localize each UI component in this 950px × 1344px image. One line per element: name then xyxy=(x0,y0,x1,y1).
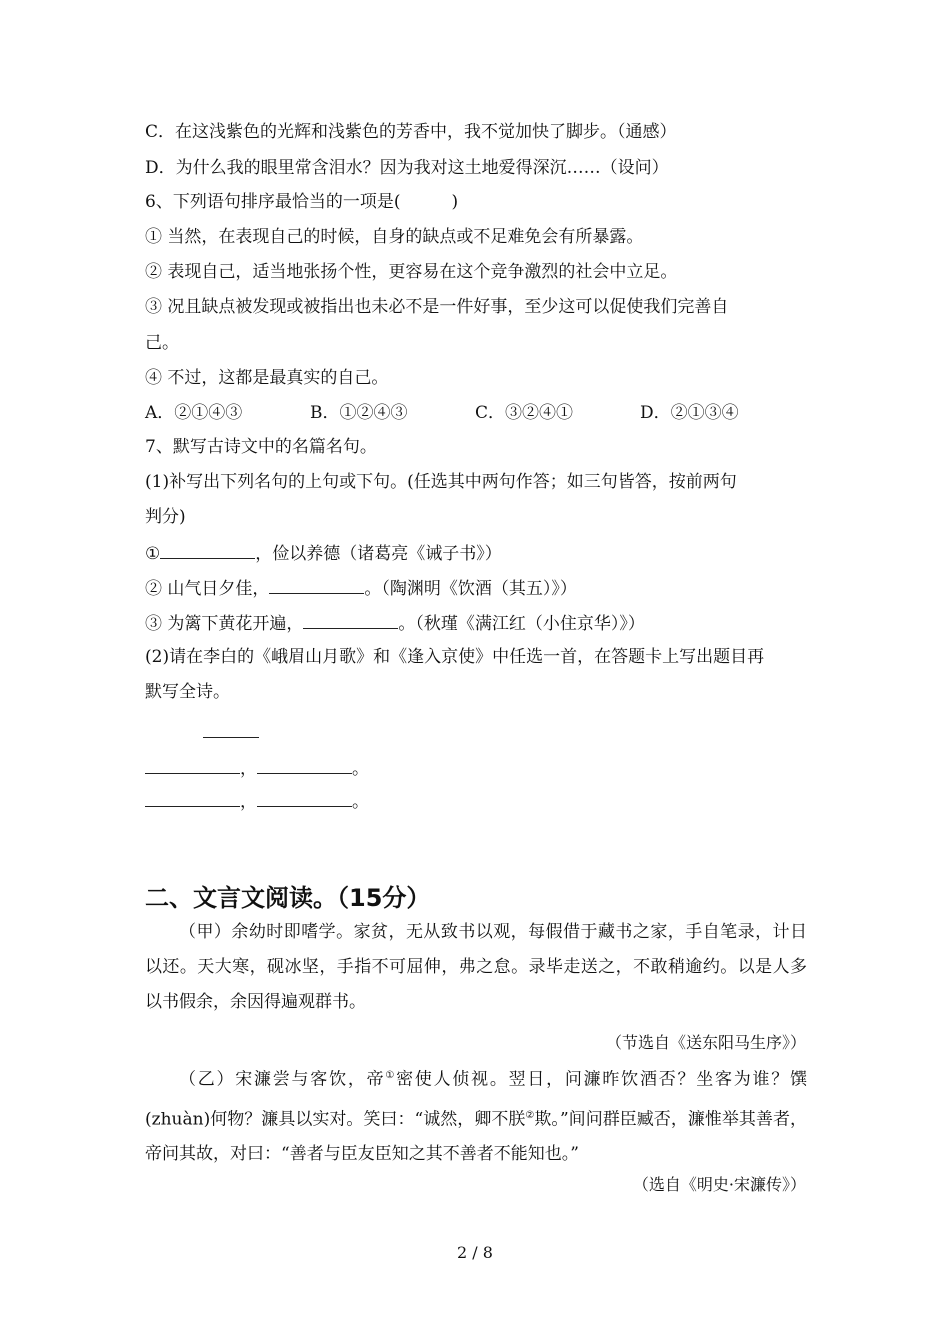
q6-sentence-3-cont: 己。 xyxy=(145,333,179,353)
q7-part1-cont: 判分) xyxy=(145,507,186,527)
q7-part2-cont: 默写全诗。 xyxy=(145,682,230,702)
answer-line-2 xyxy=(145,790,369,812)
q6-choice-a: A．②①④③ xyxy=(145,403,243,423)
footnote-marker-2: ② xyxy=(525,1109,535,1121)
fill-blank xyxy=(257,790,352,807)
fill-blank xyxy=(303,612,398,629)
q6-choice-b: B．①②④③ xyxy=(310,403,408,423)
q6-prompt: 6、下列语句排序最恰当的一项是( ) xyxy=(145,192,459,212)
passage-yi-source: （选自《明史·宋濂传》） xyxy=(632,1175,806,1194)
q7-prompt: 7、默写古诗文中的名篇名句。 xyxy=(145,437,377,457)
q6-sentence-4: ④ 不过，这都是最真实的自己。 xyxy=(145,368,389,388)
q7-line-2 xyxy=(145,577,577,599)
passage-yi-text-3: 欺。”间问群臣臧否，濂惟举其善者，帝问其故，对曰：“善者与臣友臣知之其不善者不能知也。” xyxy=(145,1109,807,1165)
q5-option-d: D．为什么我的眼里常含泪水？因为我对这土地爱得深沉……（设问） xyxy=(145,158,669,178)
fill-blank xyxy=(160,542,255,559)
q7-line-2-pre: ② 山气日夕佳， xyxy=(145,579,270,599)
title-answer-line xyxy=(203,737,259,738)
q7-line-1 xyxy=(145,542,502,564)
fill-blank xyxy=(145,790,240,807)
q7-line-1-pre: ① xyxy=(145,544,161,564)
q7-line-2-post: 。（陶渊明《饮酒（其五）》） xyxy=(364,579,577,599)
comma: ， xyxy=(240,759,257,779)
answer-line-1 xyxy=(145,757,369,779)
q6-sentence-1: ① 当然，在表现自己的时候，自身的缺点或不足难免会有所暴露。 xyxy=(145,227,644,247)
period: 。 xyxy=(352,759,369,779)
passage-yi-text-1: （乙）宋濂尝与客饮，帝 xyxy=(179,1069,386,1090)
q6-sentence-3: ③ 况且缺点被发现或被指出也未必不是一件好事，至少这可以促使我们完善自 xyxy=(145,297,729,317)
q7-line-3-post: 。（秋瑾《满江红（小住京华）》） xyxy=(398,614,645,634)
footnote-marker-1: ① xyxy=(385,1070,397,1081)
passage-yi xyxy=(145,1058,807,1172)
passage-jia-source: （节选自《送东阳马生序》） xyxy=(605,1033,806,1052)
fill-blank xyxy=(145,757,240,774)
q7-line-3-pre: ③ 为篱下黄花开遍， xyxy=(145,614,304,634)
period: 。 xyxy=(352,792,369,812)
q6-choice-c: C．③②④① xyxy=(475,403,574,423)
comma: ， xyxy=(240,792,257,812)
q7-line-3 xyxy=(145,612,645,634)
q7-part1: (1)补写出下列名句的上句或下句。(任选其中两句作答；如三句皆答，按前两句 xyxy=(145,472,737,492)
q5-option-c: C．在这浅紫色的光辉和浅紫色的芳香中，我不觉加快了脚步。（通感） xyxy=(145,122,677,142)
q7-part2: (2)请在李白的《峨眉山月歌》和《逢入京使》中任选一首，在答题卡上写出题目再 xyxy=(145,647,765,667)
passage-yi-text-2: 密使人侦视。翌日，问濂昨饮酒否？坐客为谁？馔(zhuàn)何物？濂具以实对。笑曰：“诚然，卿不朕 xyxy=(145,1069,808,1130)
q6-choices xyxy=(145,403,739,423)
section-heading: 二、文言文阅读。（15分） xyxy=(145,884,431,912)
q6-choice-d: D．②①③④ xyxy=(640,403,739,423)
fill-blank xyxy=(257,757,352,774)
q7-line-1-post: ，俭以养德（诸葛亮《诫子书》） xyxy=(255,544,502,564)
fill-blank xyxy=(269,577,364,594)
passage-jia: （甲）余幼时即嗜学。家贫，无从致书以观，每假借于藏书之家，手自笔录，计日以还。天大寒，砚冰坚，手指不可屈伸，弗之怠。录毕走送之，不敢稍逾约。以是人多以书假余，余因得遍观群书。 xyxy=(145,922,807,1012)
q6-sentence-2: ② 表现自己，适当地张扬个性，更容易在这个竞争激烈的社会中立足。 xyxy=(145,262,678,282)
page-number: 2 / 8 xyxy=(457,1243,493,1262)
